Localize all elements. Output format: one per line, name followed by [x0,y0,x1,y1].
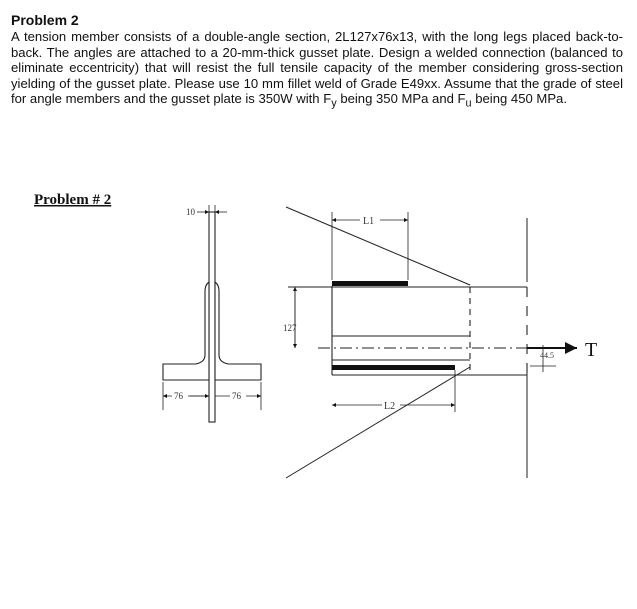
l2-label: L2 [384,401,396,412]
problem-text-part2: being 350 MPa and F [336,91,466,107]
figure-heading: Problem # 2 [34,192,112,208]
problem-title: Problem 2 [11,12,79,28]
gusset-plate-section [209,212,215,422]
connection-figure [0,180,637,500]
left-leg-label: 76 [174,391,183,401]
gusset-plate-elevation [286,207,527,478]
left-angle-section [163,282,209,380]
angle-member-elevation [288,286,527,375]
right-angle-section [215,282,261,380]
thickness-label: 10 [186,207,195,217]
problem-text-part3: being 450 MPa. [471,91,567,107]
problem-text-part1: A tension member consists of a double-angle section, 2L127x76x13, with the long legs placed back-to-back. The angles are attached to a 20-mm-thick gusset plate. Design a welded connection (balanced to eliminate eccentricity) that will resist the full tensile capacity of the member considering gross-section yielding of the gusset plate. Please use 10 mm fillet weld of Grade E49xx. Assume that the grade of steel for angle members and the gusset plate is 350W with F [11,29,623,107]
weld-top [332,281,408,286]
fu-subscript: u [465,97,472,110]
depth-label: 127 [283,323,297,333]
problem-statement [11,29,623,113]
tension-label: T [585,339,598,361]
l1-label: L1 [363,216,375,227]
right-leg-label: 76 [232,391,241,401]
centroid-label: 44.5 [540,351,554,360]
weld-bottom [332,365,455,370]
fy-subscript: y [331,97,337,110]
